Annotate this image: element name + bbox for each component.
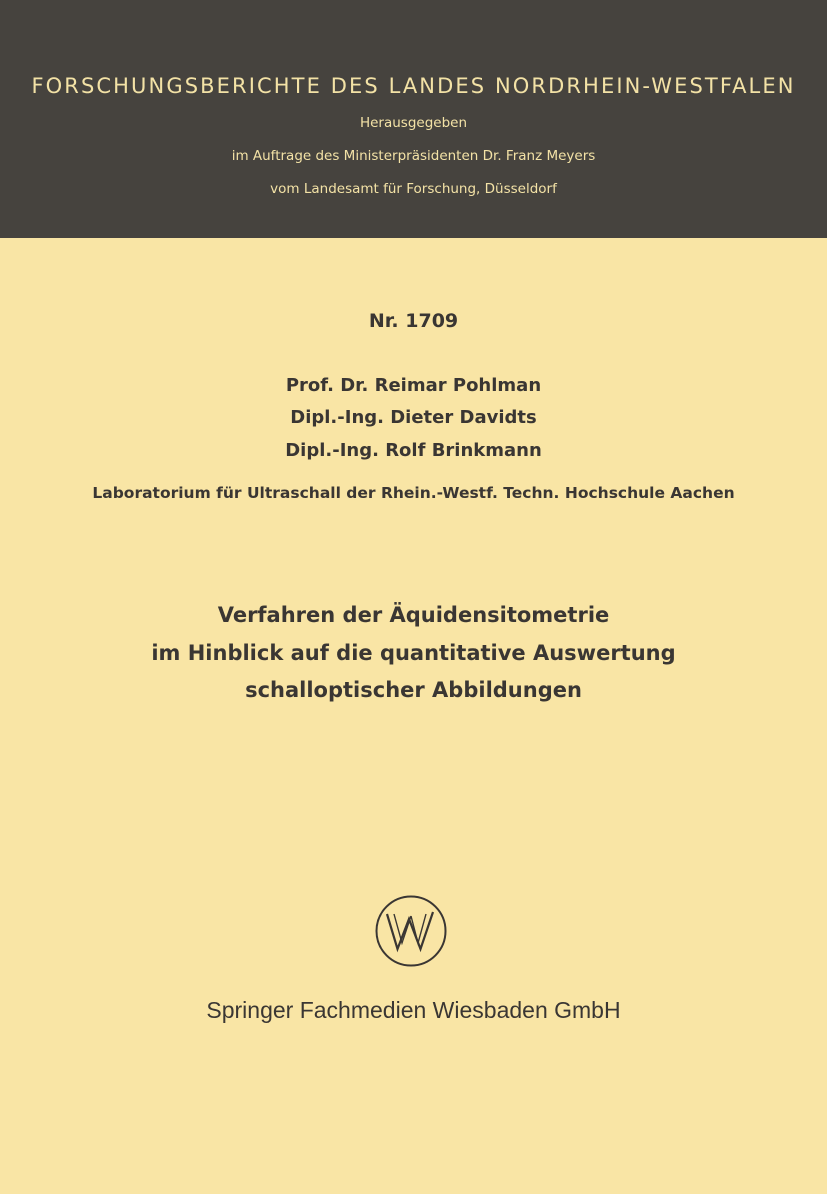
title-line-2: im Hinblick auf die quantitative Auswertung (151, 641, 676, 665)
title-line-1: Verfahren der Äquidensitometrie (217, 603, 610, 627)
publisher-name: Springer Fachmedien Wiesbaden GmbH (206, 997, 621, 1023)
header-office-line: vom Landesamt für Forschung, Düsseldorf (270, 181, 557, 197)
series-header-band (0, 0, 827, 238)
author-1: Prof. Dr. Reimar Pohlman (285, 375, 542, 396)
author-2: Dipl.-Ing. Dieter Davidts (290, 407, 537, 428)
publisher-logo-icon (374, 894, 448, 968)
title-line-3: schalloptischer Abbildungen (245, 678, 582, 702)
author-3: Dipl.-Ing. Rolf Brinkmann (285, 440, 542, 461)
report-number: Nr. 1709 (368, 310, 459, 332)
institution: Laboratorium für Ultraschall der Rhein.-Westf. Techn. Hochschule Aachen (92, 484, 735, 502)
header-editor-label: Herausgegeben (359, 115, 468, 131)
header-commission-line: im Auftrage des Ministerpräsidenten Dr. Franz Meyers (231, 148, 596, 164)
series-title: FORSCHUNGSBERICHTE DES LANDES NORDRHEIN-WESTFALEN (31, 74, 796, 98)
